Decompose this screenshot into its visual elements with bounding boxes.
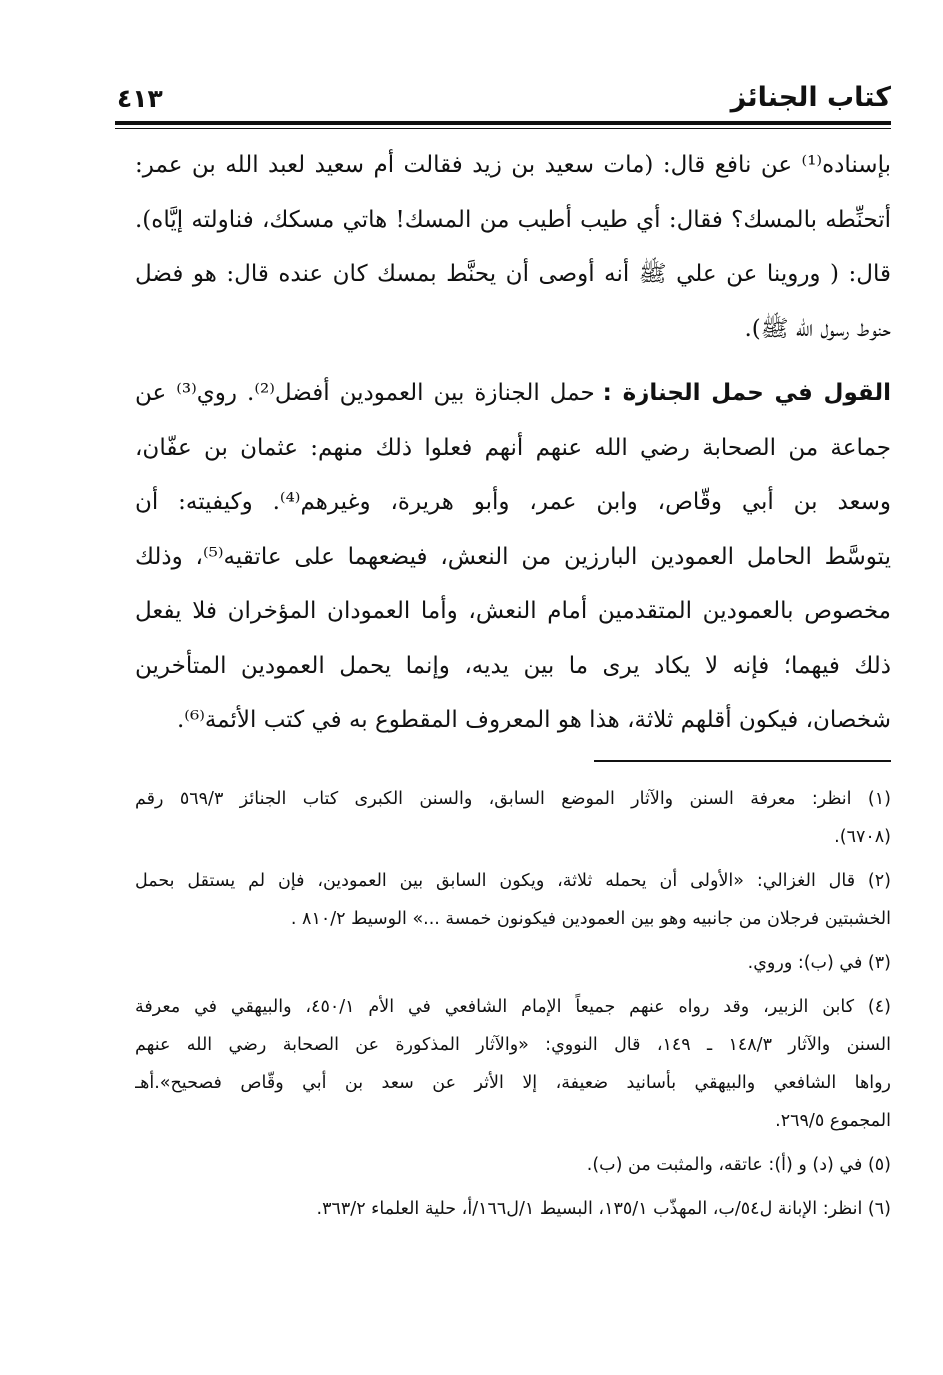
chapter-title: كتاب الجنائز: [730, 82, 891, 113]
text-line: شخصان، فيكون أقلهم ثلاثة، هذا هو المعروف المقطوع به في كتب الأئمة⁽⁶⁾.: [177, 707, 891, 733]
text-line: حنوط رسول الله ﷺ).: [744, 315, 891, 342]
header-rule-thick: [115, 121, 891, 125]
footnote-4-cont: المجموع ٢٦٩/٥.: [775, 1111, 891, 1131]
text-line: وسعد بن أبي وقّاص، وابن عمر، وأبو هريرة، وغيرهم⁽⁴⁾. وكيفيته: أن: [135, 489, 891, 515]
footnote-6: (٦) انظر: الإبانة ل٥٤/ب، المهذّب ١٣٥/١، البسيط ١/ل١٦٦/أ، حلية العلماء ٣٦٣/٢.: [316, 1199, 891, 1219]
text-line: مخصوص بالعمودين المتقدمين أمام النعش، وأما العمودان المؤخران فلا يفعل: [135, 598, 891, 624]
text-line: بإسناده⁽¹⁾ عن نافع قال: (مات سعيد بن زيد فقالت أم سعيد لعبد الله بن عمر:: [135, 152, 891, 178]
text-line: قال: ( وروينا عن علي ﷺ أنه أوصى أن يحنَّط بمسك كان عنده قال: هو فضل: [135, 261, 891, 287]
footnotes: [135, 780, 891, 1228]
footnote-1: (١) انظر: معرفة السنن والآثار الموضع السابق، والسنن الكبرى كتاب الجنائز ٥٦٩/٣ رقم: [135, 789, 891, 809]
footnote-2: (٢) قال الغزالي: «الأولى أن يحمله ثلاثة، ويكون السابق بين العمودين، فإن لم يستقل بحمل: [135, 871, 891, 891]
text-line: أتحنِّطه بالمسك؟ فقال: أي طيب أطيب من المسك! هاتي مسكك، فناولته إيَّاه).: [135, 206, 891, 233]
footnote-4-cont: رواها الشافعي والبيهقي بأسانيد ضعيفة، إلا الأثر عن سعد بن أبي وقّاص فصحيح».أهـ: [135, 1073, 891, 1093]
page-header: [115, 78, 891, 120]
text-line: يتوسَّط الحامل العمودين البارزين من النعش، فيضعهما على عاتقيه⁽⁵⁾، وذلك: [135, 543, 891, 570]
footnote-1-cont: (٦٧٠٨).: [834, 827, 891, 847]
section-line: [135, 366, 891, 421]
section-heading: القول في حمل الجنازة :: [602, 380, 891, 406]
text-line: جماعة من الصحابة رضي الله عنهم أنهم فعلوا ذلك منهم: عثمان بن عفّان،: [135, 434, 891, 461]
footnote-separator: [594, 760, 891, 762]
page-number: ٤١٣: [117, 84, 163, 113]
footnote-4: (٤) كابن الزبير، وقد رواه عنهم جميعاً الإمام الشافعي في الأم ٤٥٠/١، والبيهقي في معرفة: [135, 997, 891, 1017]
text-line: ذلك فيهما؛ فإنه لا يكاد يرى ما بين يديه، وإنما يحمل العمودين المتأخرين: [135, 652, 891, 679]
footnote-3: (٣) في (ب): وروي.: [747, 953, 891, 973]
main-text: [135, 138, 891, 748]
section-line-text: حمل الجنازة بين العمودين أفضل⁽²⁾. روي⁽³⁾ عن: [135, 380, 595, 406]
footnote-5: (٥) في (د) و (أ): عاتقه، والمثبت من (ب).: [586, 1155, 891, 1175]
footnote-2-cont: الخشبتين فرجلان من جانبيه وهو بين العمودين فيكونون خمسة ...» الوسيط ٨١٠/٢ .: [290, 909, 891, 929]
footnote-4-cont: السنن والآثار ١٤٨/٣ ـ ١٤٩، قال النووي: «والآثار المذكورة عن الصحابة رضي الله عنهم: [135, 1035, 891, 1055]
header-rule-thin: [115, 128, 891, 129]
